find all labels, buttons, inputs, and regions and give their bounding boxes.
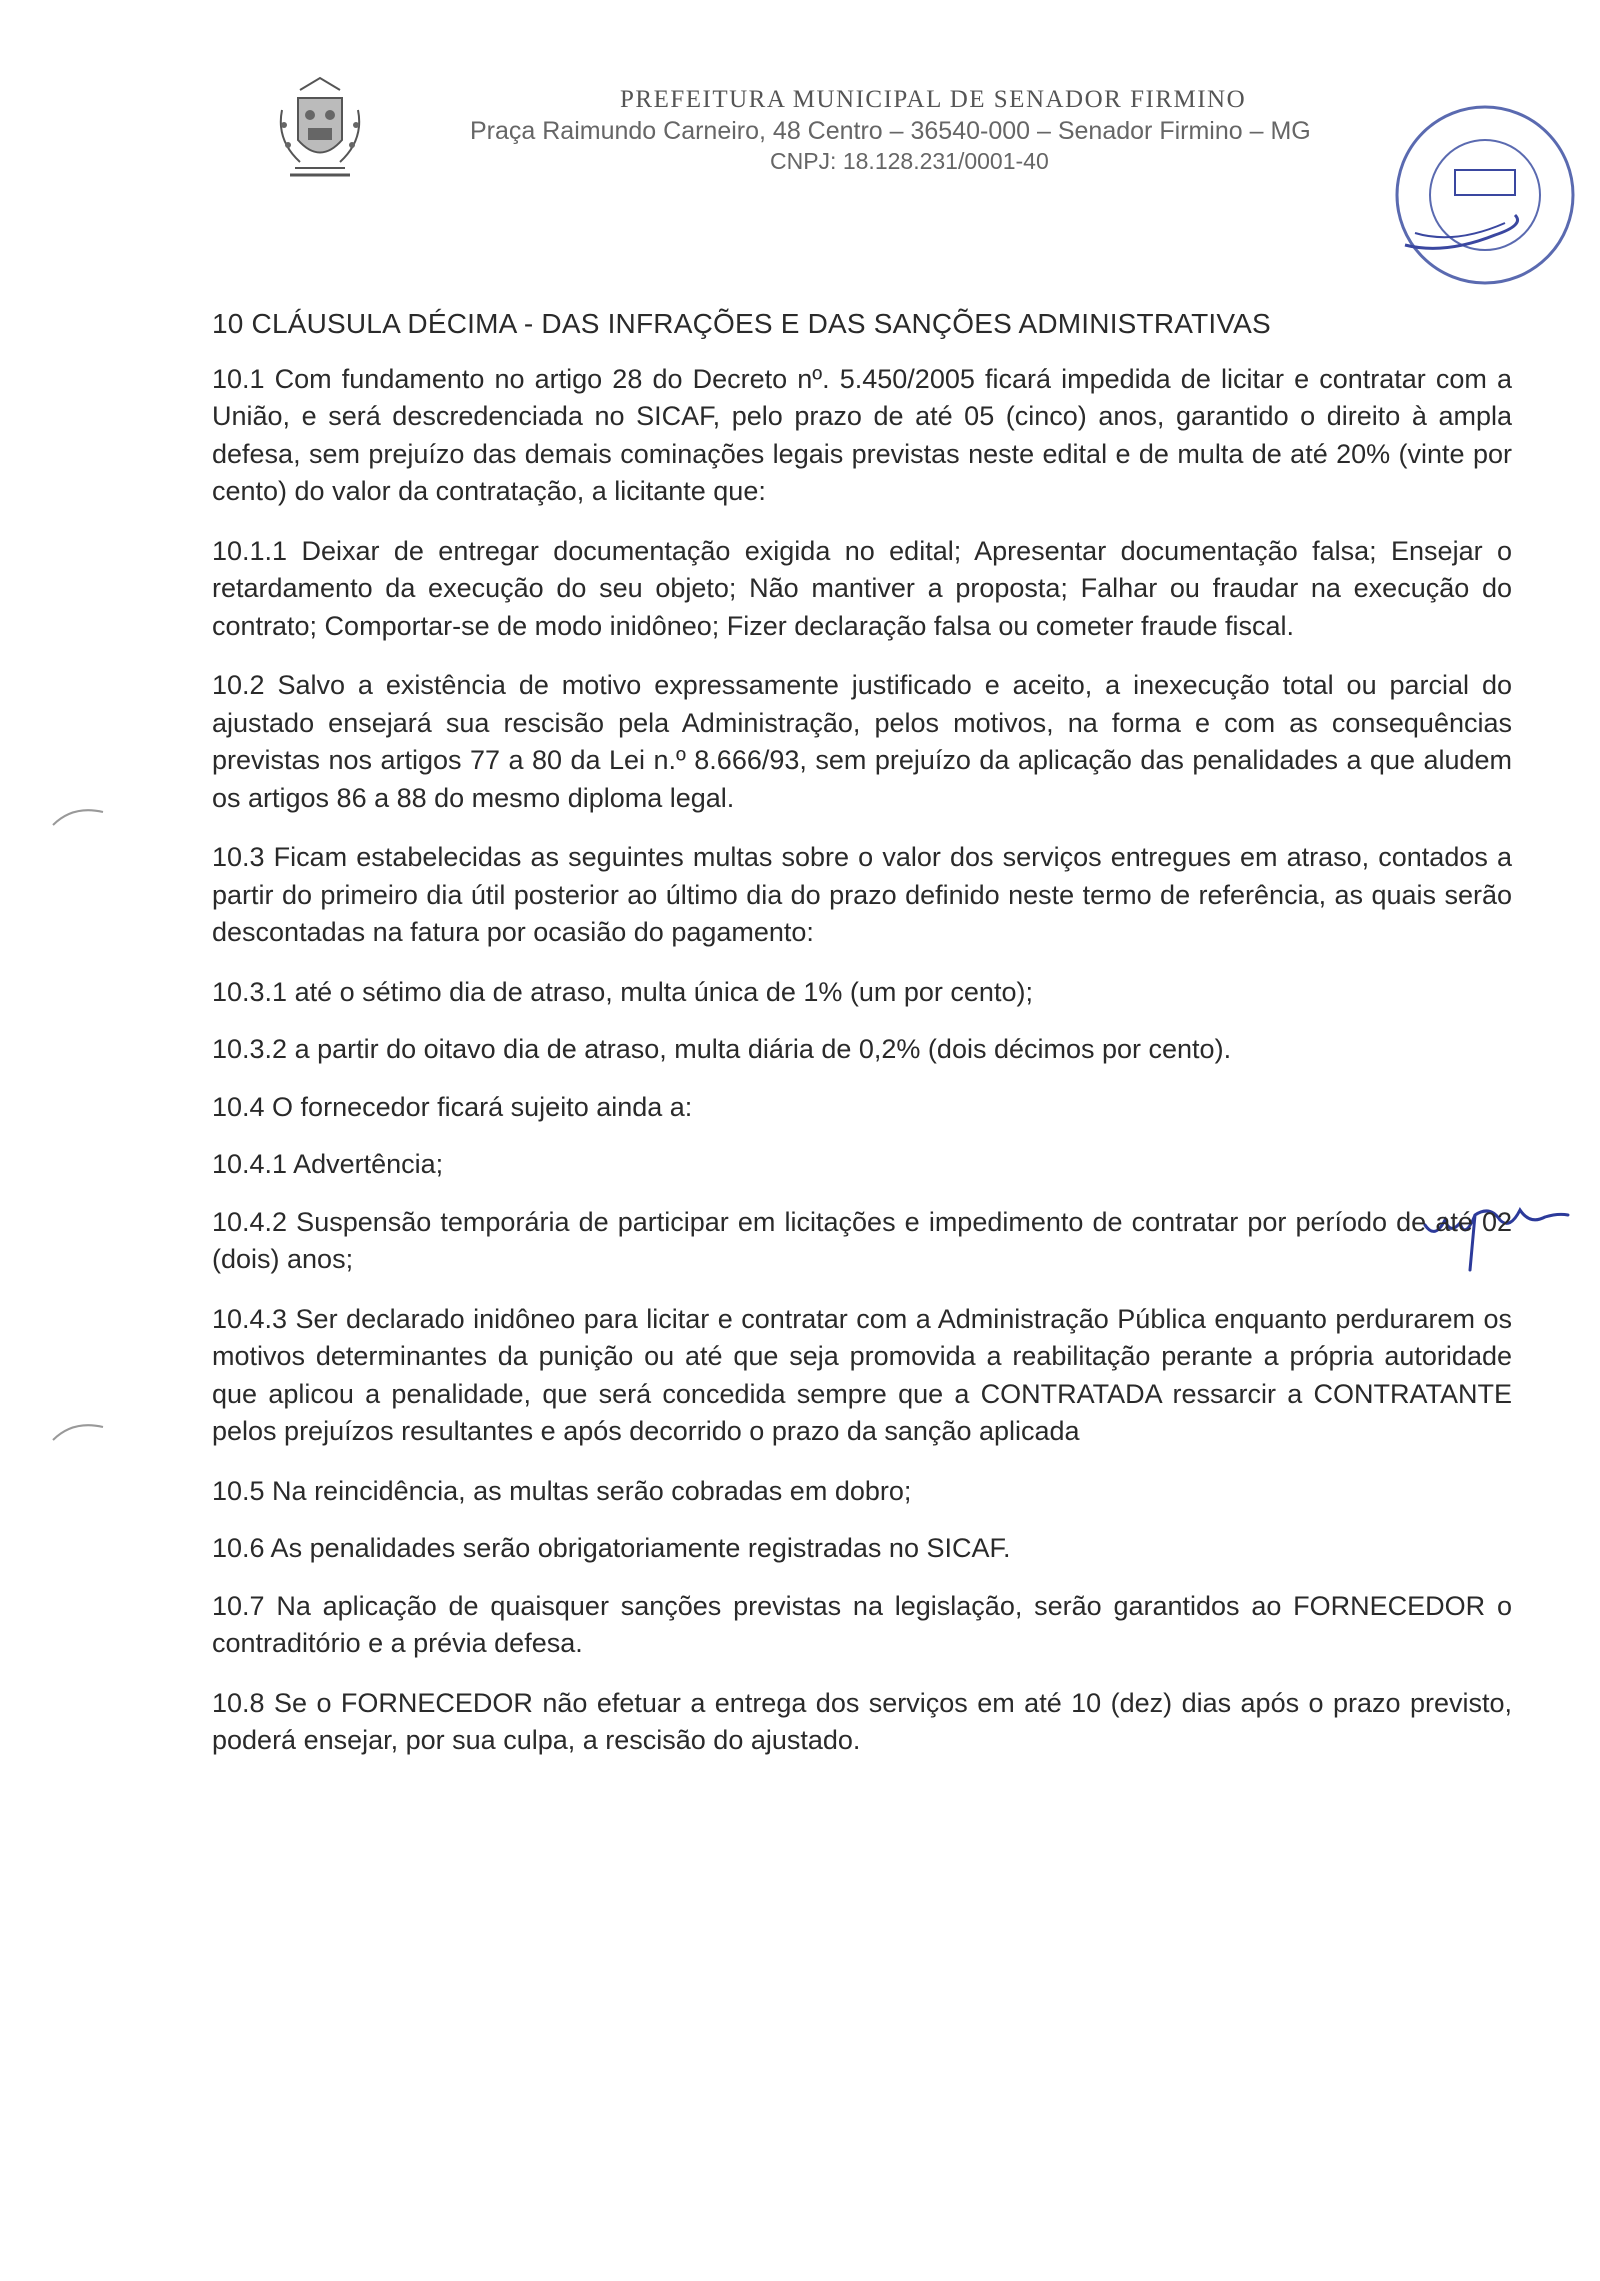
paragraph-10-3-1: 10.3.1 até o sétimo dia de atraso, multa única de 1% (um por cento); [212,976,1033,1007]
paragraph-10-4-3: 10.4.3 Ser declarado inidôneo para licitar e contratar com a Administração Pública enquanto perdurarem os motivos determinantes da punição ou até que seja promovida a reabilitação perante a própria autoridade que aplicou a penalidade, que será concedida sempre que a CONTRATADA ressarcir a CONTRATANTE pelos prejuízos resultantes e após decorrido o prazo da sanção aplicada [212,1303,1512,1446]
paragraph-10-6: 10.6 As penalidades serão obrigatoriamente registradas no SICAF. [212,1533,1011,1563]
letterhead [470,84,1420,176]
commission-stamp [1375,95,1585,295]
paragraph-10-3: 10.3 Ficam estabelecidas as seguintes multas sobre o valor dos serviços entregues em atraso, contados a partir do primeiro dia útil posterior ao último dia do prazo definido neste termo de referência, as quais serão descontadas na fatura por ocasião do pagamento: [212,842,1512,947]
scan-margin-mark [48,1415,108,1445]
paragraph-10-1-1: 10.1.1 Deixar de entregar documentação exigida no edital; Apresentar documentação falsa; Ensejar o retardamento da execução do seu objeto; Não mantiver a proposta; Falhar ou fraudar na execução do contrato; Comportar-se de modo inidôneo; Fizer declaração falsa ou cometer fraude fiscal. [212,535,1512,641]
scan-margin-mark [48,800,108,830]
paragraph-10-3-2: 10.3.2 a partir do oitavo dia de atraso, multa diária de 0,2% (dois décimos por cento). [212,1034,1232,1064]
paragraph-10-5: 10.5 Na reincidência, as multas serão cobradas em dobro; [212,1475,912,1506]
municipality-address: Praça Raimundo Carneiro, 48 Centro – 36540-000 – Senador Firmino – MG [470,117,1311,145]
paragraph-10-4-2: 10.4.2 Suspensão temporária de participar em licitações e impedimento de contratar por período de até 02 (dois) anos; [212,1206,1512,1274]
municipality-name: PREFEITURA MUNICIPAL DE SENADOR FIRMINO [620,86,1247,113]
paragraph-10-1: 10.1 Com fundamento no artigo 28 do Decreto nº. 5.450/2005 ficará impedida de licitar e contratar com a União, e será descredenciada no SICAF, pelo prazo de até 05 (cinco) anos, garantido o direito à ampla defesa, sem prejuízo das demais cominações legais previstas neste edital e de multa de até 20% (vinte por cento) do valor da contratação, a licitante que: [212,363,1512,506]
municipality-cnpj: CNPJ: 18.128.231/0001-40 [770,148,1049,174]
paragraph-10-4: 10.4 O fornecedor ficará sujeito ainda a: [212,1091,693,1122]
section-title: 10 CLÁUSULA DÉCIMA - DAS INFRAÇÕES E DAS SANÇÕES ADMINISTRATIVAS [212,308,1271,339]
paragraph-10-8: 10.8 Se o FORNECEDOR não efetuar a entrega dos serviços em até 10 (dez) dias após o prazo previsto, poderá ensejar, por sua culpa, a rescisão do ajustado. [212,1687,1512,1755]
municipal-crest-icon [270,70,370,190]
paragraph-10-2: 10.2 Salvo a existência de motivo expressamente justificado e aceito, a inexecução total ou parcial do ajustado ensejará sua rescisão pela Administração, pelos motivos, na forma e com as consequências previstas nos artigos 77 a 80 da Lei n.º 8.666/93, sem prejuízo da aplicação das penalidades a que aludem os artigos 86 a 88 do mesmo diploma legal. [212,670,1512,813]
document-body [212,305,1512,1782]
paragraph-10-7: 10.7 Na aplicação de quaisquer sanções previstas na legislação, serão garantidos ao FORNECEDOR o contraditório e a prévia defesa. [212,1590,1512,1658]
paragraph-10-4-1: 10.4.1 Advertência; [212,1149,444,1179]
